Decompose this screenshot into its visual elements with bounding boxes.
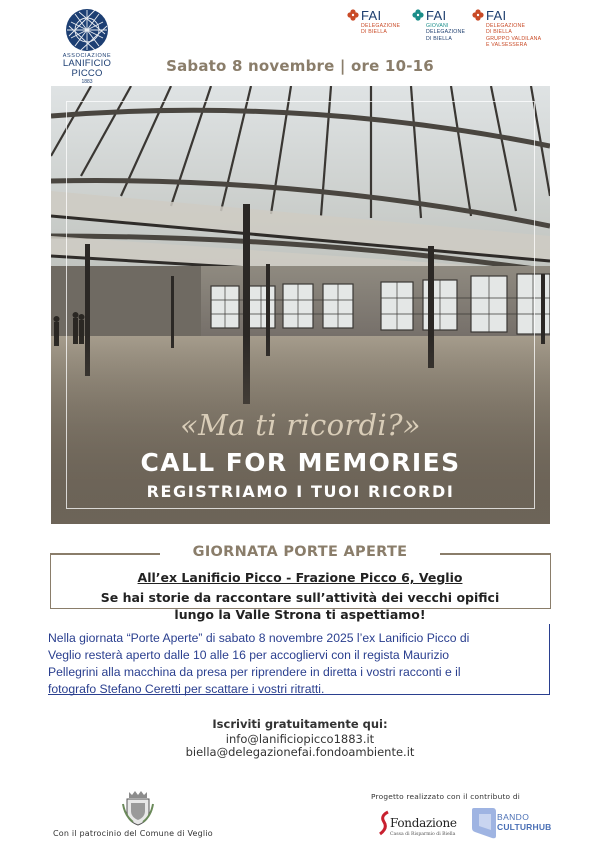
hero-quote: «Ma ti ricordi?» [180,408,421,442]
fai-logo-gruppo [472,8,541,49]
email-link-lanificio[interactable]: info@lanificiopicco1883.it [225,732,375,746]
description [48,630,548,698]
bando-label: BANDO [497,812,530,822]
fondazione-subtitle: Cassa di Risparmio di Biella [390,832,456,837]
fai-sub-line: DI BIELLA [426,35,453,42]
fai-sub-line: DELEGAZIONE [426,29,466,36]
hero-photo [51,86,550,524]
fai-logo-giovani [412,8,465,42]
description-line: fotografo Stefano Ceretti per scattare i vostri ritratti. [48,682,325,696]
open-day-invite-line: Se hai storie da raccontare sull’attività dei vecchi opifici [100,590,500,605]
fai-sub-line: DELEGAZIONE [486,23,526,29]
hero-subheadline: REGISTRIAMO I TUOI RICORDI [146,482,455,501]
fai-wordmark: FAI [426,7,447,23]
open-day-invite [0,589,600,623]
association-year: 1883 [81,79,93,85]
description-line: Nella giornata “Porte Aperte” di sabato 8 novembre 2025 l’ex Lanificio Picco di [48,631,470,645]
fai-wordmark: FAI [361,7,382,23]
fai-sub-line: GRUPPO VALDILANA [486,35,542,42]
fai-sub-line: DELEGAZIONE [361,23,401,29]
association-name: LANIFICIO PICCO [62,58,112,79]
email-link-fai[interactable]: biella@delegazionefai.fondoambiente.it [185,745,415,759]
subscribe-label: Iscriviti gratuitamente qui: [212,717,388,731]
description-line: Pellegrini alla macchina da presa per riprendere in diretta i vostri racconti e il [48,665,461,679]
patronage-note: Con il patrocinio del Comune di Veglio [53,829,213,838]
fai-flower-icon [472,9,484,21]
open-day-address: All’ex Lanificio Picco - Frazione Picco 6, Veglio [137,570,463,585]
fai-flower-icon [412,9,424,21]
culturhub-shape-icon [471,806,497,840]
hero-headline: CALL FOR MEMORIES [140,448,461,477]
association-label: ASSOCIAZIONE [62,53,112,59]
event-date: Sabato 8 novembre | ore 10-16 [166,57,434,75]
bando-culturhub-logo [471,806,557,840]
fai-logo-delegazione [347,8,400,36]
open-day-title: GIORNATA PORTE APERTE [192,544,408,560]
description-line: Veglio resterà aperto dalle 10 alle 16 per accogliervi con il regista Maurizio [48,648,450,662]
fai-sub-line: E VALSESSERA [486,42,528,49]
fai-sub-line: DI BIELLA [361,29,388,36]
fai-wordmark: FAI [486,7,507,23]
fai-sub-line: DI BIELLA [486,29,513,36]
project-note: Progetto realizzato con il contributo di [371,792,520,801]
fai-flower-icon [347,9,359,21]
veglio-crest-icon [121,790,155,826]
open-day-invite-line: lungo la Valle Strona ti aspettiamo! [174,607,426,622]
fondazione-wordmark: Fondazione [390,816,457,830]
culturhub-label: CULTURHUB [497,822,552,832]
network-globe-icon [65,8,109,52]
fai-sub-line: GIOVANI [426,23,449,29]
